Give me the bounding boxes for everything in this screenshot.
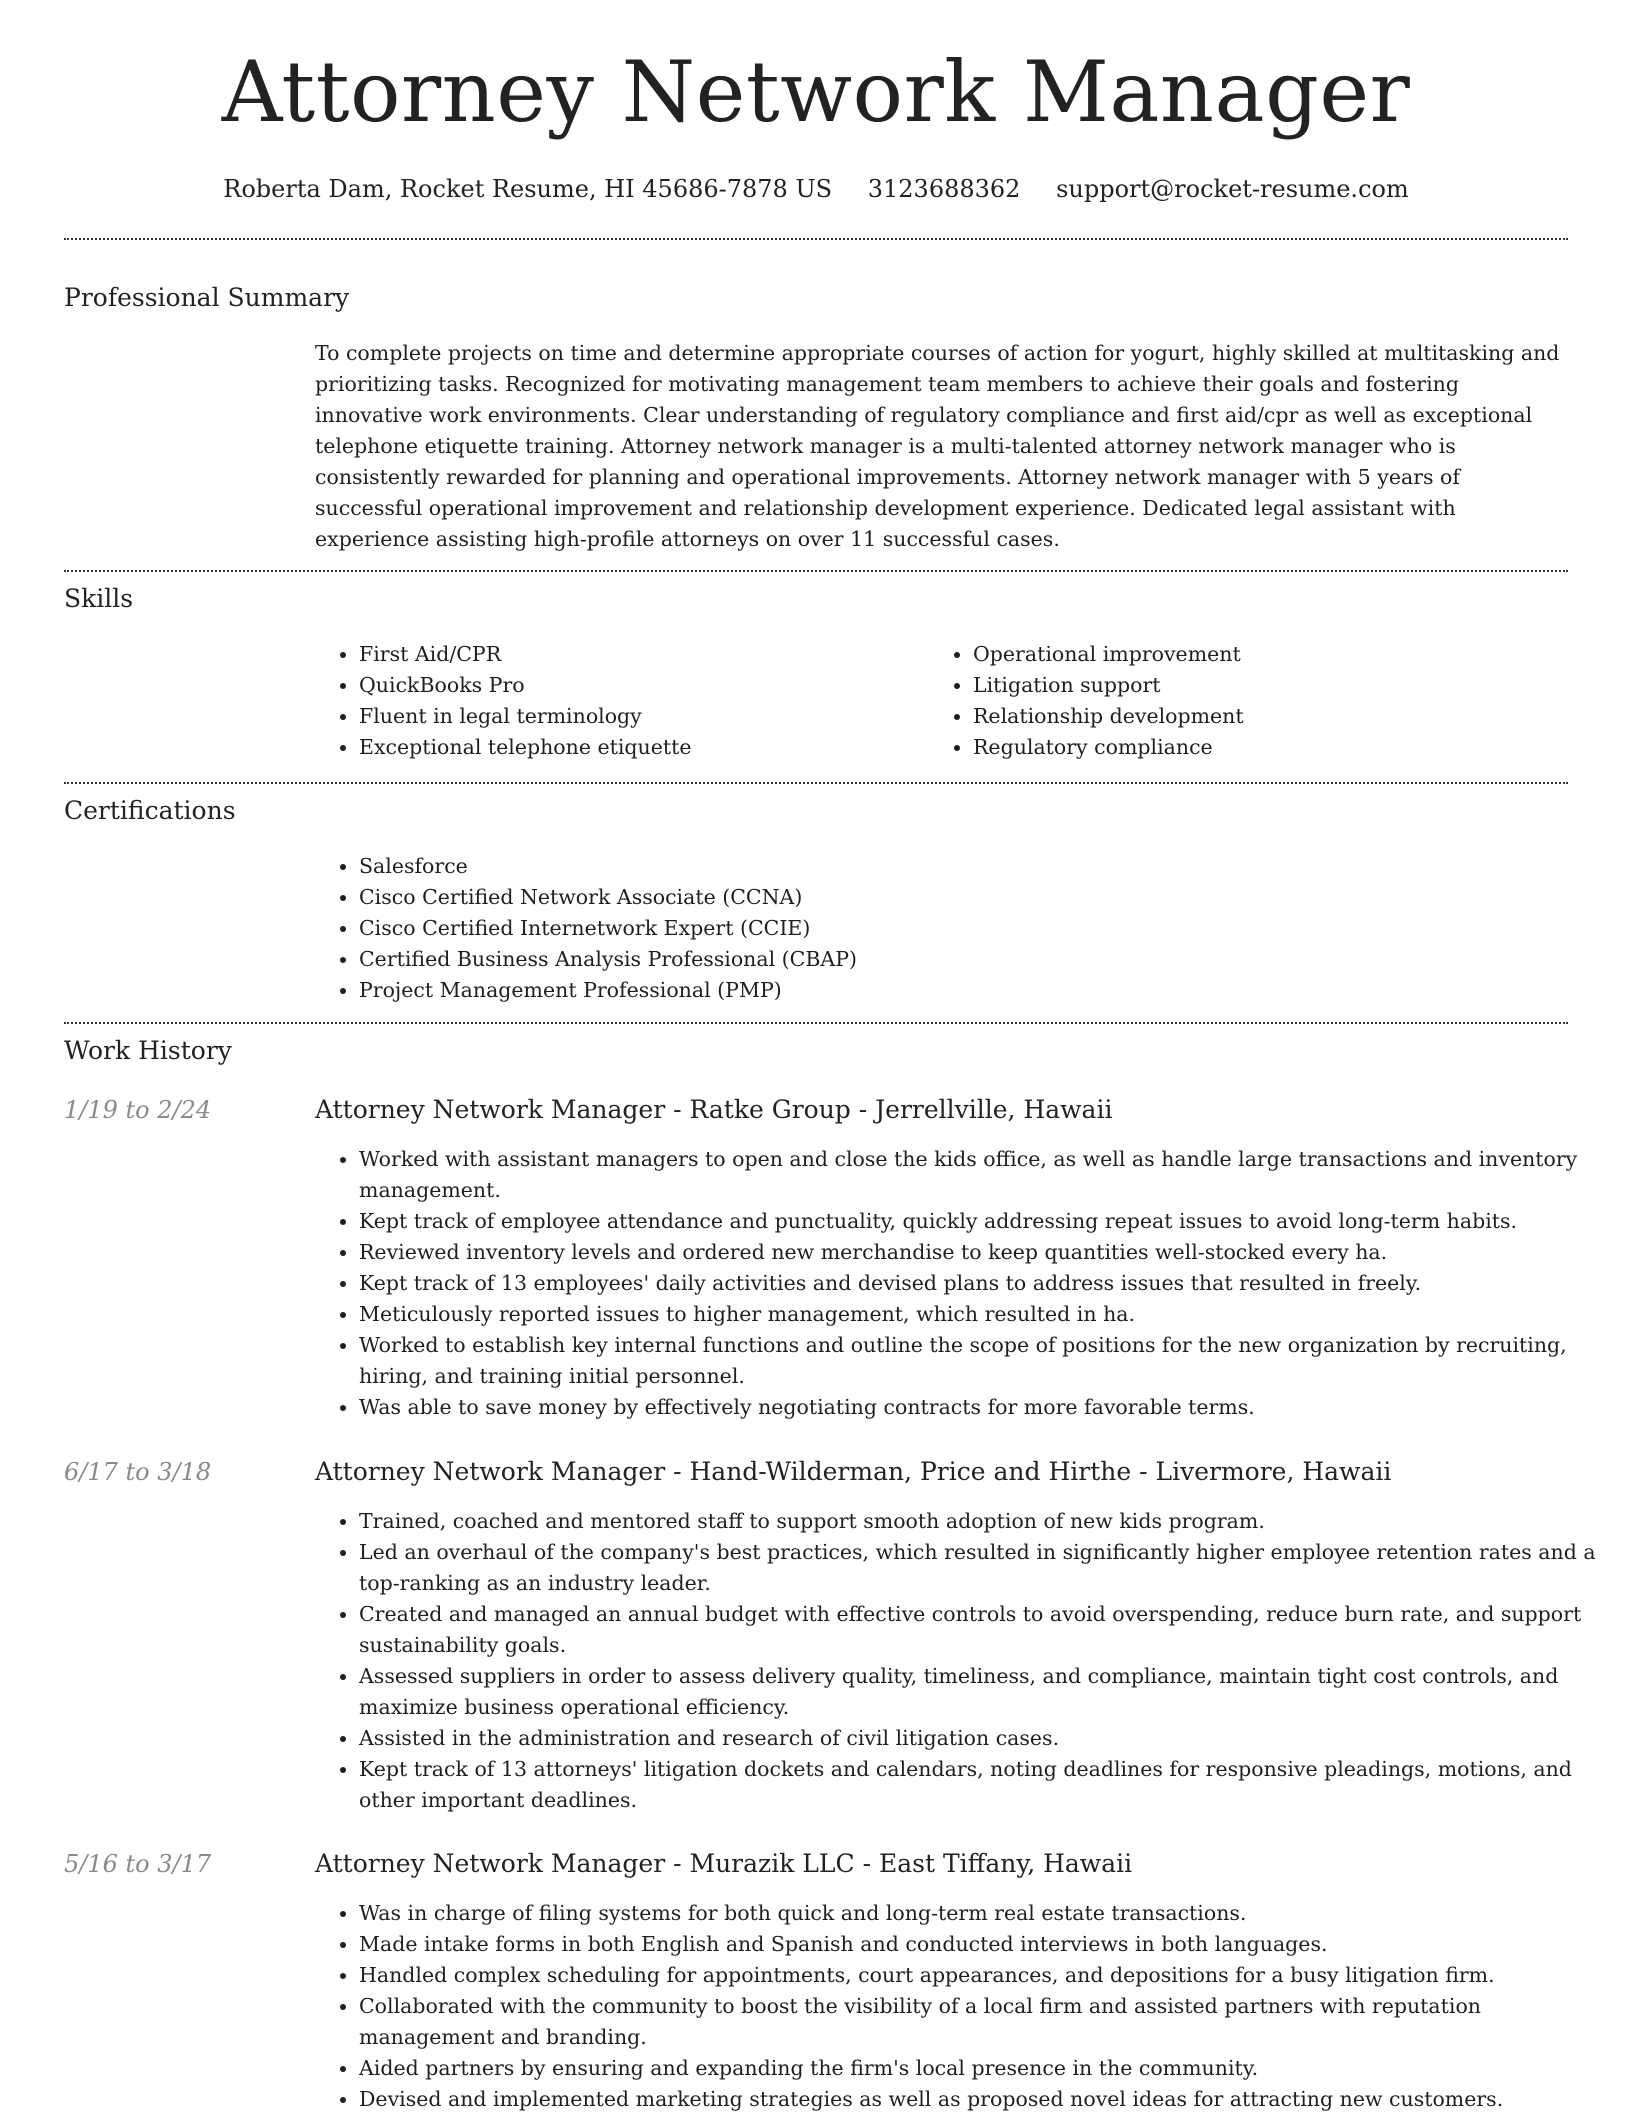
- divider: [64, 570, 1568, 572]
- certification-item: • Certified Business Analysis Professional (CBAP): [359, 944, 1559, 975]
- skill-item: • QuickBooks Pro: [359, 670, 919, 701]
- job-bullets: [315, 1144, 1604, 1423]
- job-bullet: • Assessed suppliers in order to assess delivery quality, timeliness, and compliance, maintain tight cost controls, and maximize business operational efficiency.: [359, 1661, 1604, 1723]
- job-bullet: • Reviewed inventory levels and ordered new merchandise to keep quantities well-stocked every ha.: [359, 1237, 1604, 1268]
- job-bullet: • Kept track of 13 employees' daily activities and devised plans to address issues that resulted in freely.: [359, 1268, 1604, 1299]
- job-bullet: • Kept track of 13 attorneys' litigation dockets and calendars, noting deadlines for responsive pleadings, motions, and other important deadlines.: [359, 1754, 1604, 1816]
- job-bullet: • Was able to save money by effectively negotiating contracts for more favorable terms.: [359, 1392, 1604, 1423]
- contact-phone: 3123688362: [867, 175, 1021, 203]
- section-title-certifications: Certifications: [64, 796, 236, 825]
- job-bullet: • Handled complex scheduling for appointments, court appearances, and depositions for a busy litigation firm.: [359, 1960, 1604, 1991]
- section-title-work-history: Work History: [64, 1036, 232, 1065]
- job-bullet: • Aided partners by ensuring and expanding the firm's local presence in the community.: [359, 2053, 1604, 2084]
- certification-item: • Project Management Professional (PMP): [359, 975, 1559, 1006]
- skill-item: • Regulatory compliance: [973, 732, 1573, 763]
- job-bullets: [315, 1506, 1604, 1816]
- job-date: 6/17 to 3/18: [64, 1458, 212, 1486]
- contact-address: Roberta Dam, Rocket Resume, HI 45686-7878 US: [223, 175, 833, 203]
- skills-list-left: [315, 639, 919, 763]
- job-bullet: • Assisted in the administration and research of civil litigation cases.: [359, 1723, 1604, 1754]
- contact-line: [0, 174, 1632, 204]
- contact-email: support@rocket-resume.com: [1056, 175, 1409, 203]
- skill-item: • Litigation support: [973, 670, 1573, 701]
- divider: [64, 238, 1568, 240]
- divider: [64, 782, 1568, 784]
- job-title: Attorney Network Manager - Hand-Wilderman, Price and Hirthe - Livermore, Hawaii: [315, 1457, 1392, 1486]
- skill-item: • Relationship development: [973, 701, 1573, 732]
- divider: [64, 1022, 1568, 1024]
- job-date: 5/16 to 3/17: [64, 1850, 212, 1878]
- skill-item: • Exceptional telephone etiquette: [359, 732, 919, 763]
- summary-text: To complete projects on time and determine appropriate courses of action for yogurt, highly skilled at multitasking and prioritizing tasks. Recognized for motivating management team members to achieve their goals and fostering innovative work environments. Clear understanding of regulatory compliance and first aid/cpr as well as exceptional telephone etiquette training. Attorney network manager is a multi-talented attorney network manager who is consistently rewarded for planning and operational improvements. Attorney network manager with 5 years of successful operational improvement and relationship development experience. Dedicated legal assistant with experience assisting high-profile attorneys on over 11 successful cases.: [315, 341, 1560, 551]
- job-bullet: • Kept track of employee attendance and punctuality, quickly addressing repeat issues to avoid long-term habits.: [359, 1206, 1604, 1237]
- job-bullet: • Collaborated with the community to boost the visibility of a local firm and assisted partners with reputation management and branding.: [359, 1991, 1604, 2053]
- job-bullets: [315, 1898, 1604, 2115]
- resume-title: Attorney Network Manager: [221, 43, 1411, 141]
- job-title: Attorney Network Manager - Murazik LLC - East Tiffany, Hawaii: [315, 1849, 1133, 1878]
- skill-item: • Operational improvement: [973, 639, 1573, 670]
- job-bullet: • Made intake forms in both English and Spanish and conducted interviews in both languages.: [359, 1929, 1604, 1960]
- job-bullet: • Created and managed an annual budget with effective controls to avoid overspending, reduce burn rate, and support sustainability goals.: [359, 1599, 1604, 1661]
- skill-item: • Fluent in legal terminology: [359, 701, 919, 732]
- job-bullet: • Was in charge of filing systems for both quick and long-term real estate transactions.: [359, 1898, 1604, 1929]
- job-bullet: • Led an overhaul of the company's best practices, which resulted in significantly higher employee retention rates and a top-ranking as an industry leader.: [359, 1537, 1604, 1599]
- certification-item: • Cisco Certified Internetwork Expert (CCIE): [359, 913, 1559, 944]
- job-bullet: • Worked to establish key internal functions and outline the scope of positions for the new organization by recruiting, hiring, and training initial personnel.: [359, 1330, 1604, 1392]
- job-bullet: • Devised and implemented marketing strategies as well as proposed novel ideas for attracting new customers.: [359, 2084, 1604, 2115]
- job-title: Attorney Network Manager - Ratke Group - Jerrellville, Hawaii: [315, 1095, 1113, 1124]
- certifications-list: [315, 851, 1559, 1006]
- section-title-skills: Skills: [64, 584, 134, 613]
- certification-item: • Cisco Certified Network Associate (CCNA): [359, 882, 1559, 913]
- certification-item: • Salesforce: [359, 851, 1559, 882]
- skills-list-right: [929, 639, 1573, 763]
- job-bullet: • Worked with assistant managers to open and close the kids office, as well as handle large transactions and inventory management.: [359, 1144, 1604, 1206]
- job-bullet: • Trained, coached and mentored staff to support smooth adoption of new kids program.: [359, 1506, 1604, 1537]
- section-title-summary: Professional Summary: [64, 283, 350, 312]
- job-bullet: • Meticulously reported issues to higher management, which resulted in ha.: [359, 1299, 1604, 1330]
- skill-item: • First Aid/CPR: [359, 639, 919, 670]
- job-date: 1/19 to 2/24: [64, 1096, 212, 1124]
